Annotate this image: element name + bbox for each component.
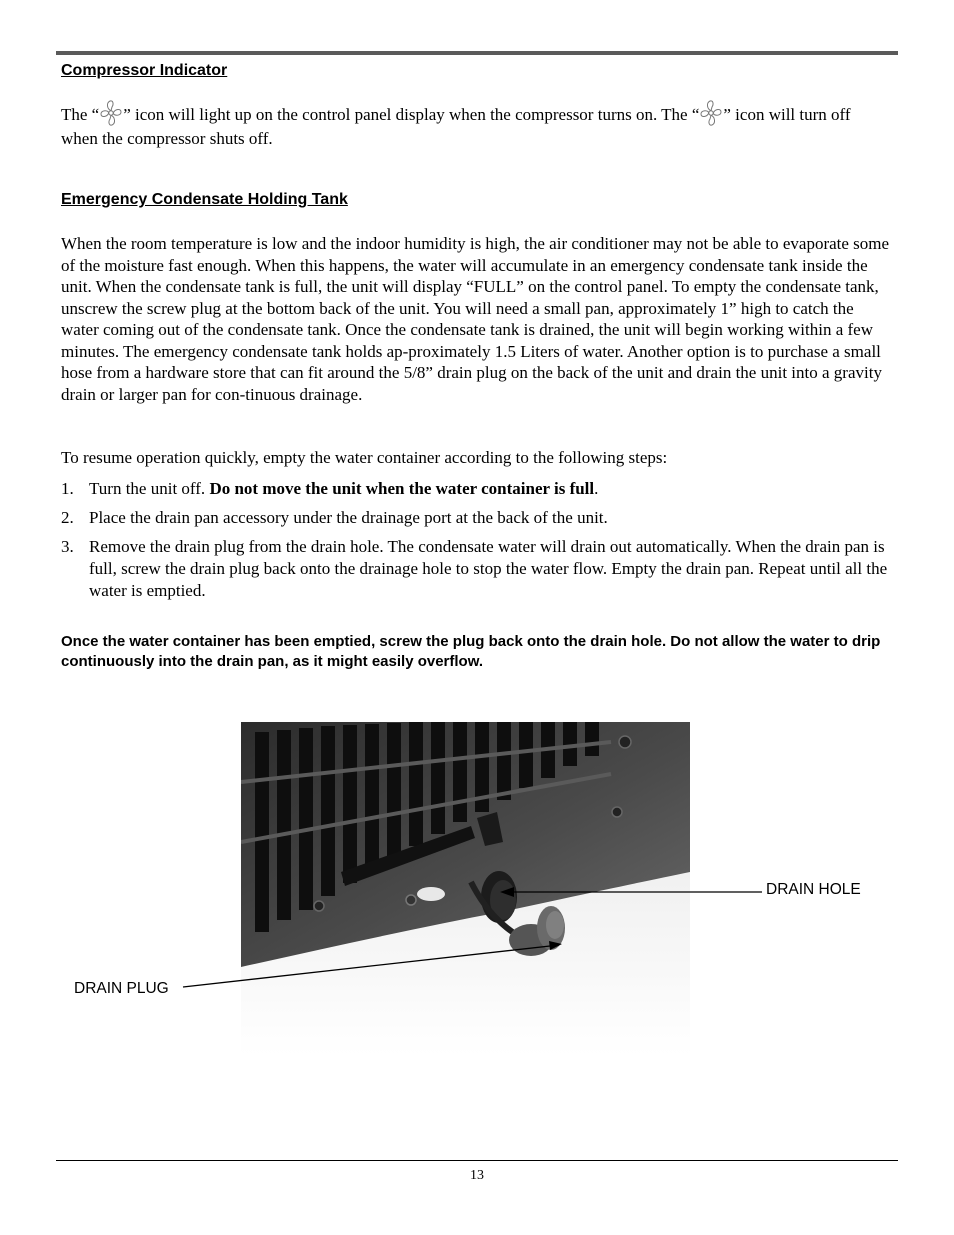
drain-photo [241, 722, 690, 1056]
section-heading-condensate: Emergency Condensate Holding Tank [61, 191, 348, 208]
list-item [61, 536, 891, 602]
compressor-text-c: ” icon will turn off when the compressor shuts off. [61, 105, 851, 148]
compressor-paragraph [61, 98, 891, 150]
compressor-text-a: The “ [61, 105, 100, 124]
step-number: 3. [61, 537, 74, 556]
steps-intro: To resume operation quickly, empty the water container according to the following steps: [61, 448, 668, 467]
step-warning: Do not move the unit when the water container is full [209, 479, 595, 498]
list-item [61, 507, 891, 529]
drain-plug-label: DRAIN PLUG [74, 980, 169, 997]
fan-icon [700, 98, 722, 128]
step-text: Remove the drain plug from the drain hole. The condensate water will drain out automatically. When the drain pan is full, screw the drain plug back onto the drainage hole to stop the water flow. Empty the drain pan. Repeat until all the water is emptied. [89, 537, 888, 600]
steps-list [61, 478, 891, 602]
bottom-rule [56, 1160, 898, 1161]
step-number: 1. [61, 479, 74, 498]
step-text: Place the drain pan accessory under the drainage port at the back of the unit. [89, 508, 608, 527]
page-number: 13 [470, 1168, 484, 1183]
drain-hole-label: DRAIN HOLE [766, 881, 861, 898]
compressor-text-b: ” icon will light up on the control panel display when the compressor turns on. The “ [123, 105, 700, 124]
top-rule [56, 51, 898, 55]
overflow-warning-note: Once the water container has been emptied, screw the plug back onto the drain hole. Do not allow the water to drip continuously into the drain pan, as it might easily overflow. [61, 633, 881, 670]
step-text: Turn the unit off. [89, 479, 210, 498]
condensate-paragraph: When the room temperature is low and the indoor humidity is high, the air conditioner may not be able to evaporate some of the moisture fast enough. When this happens, the water will accumulate in an emergency condensate tank inside the unit. When the condensate tank is full, the unit will display “FULL” on the control panel. To empty the condensate tank, unscrew the screw plug at the bottom back of the unit. You will need a small pan, approximately 1” high to catch the water coming out of the condensate tank. Once the condensate tank is drained, the unit will begin working within a few minutes. The emergency condensate tank holds ap-proximately 1.5 Liters of water. Another option is to purchase a small hose from a hardware store that can fit around the 5/8” drain plug on the back of the unit and drain the unit into a gravity drain or larger pan for con-tinuous drainage. [61, 234, 890, 404]
step-number: 2. [61, 508, 74, 527]
list-item [61, 478, 891, 500]
step-tail: . [594, 479, 599, 498]
section-heading-compressor: Compressor Indicator [61, 62, 228, 79]
fan-icon [100, 98, 122, 128]
